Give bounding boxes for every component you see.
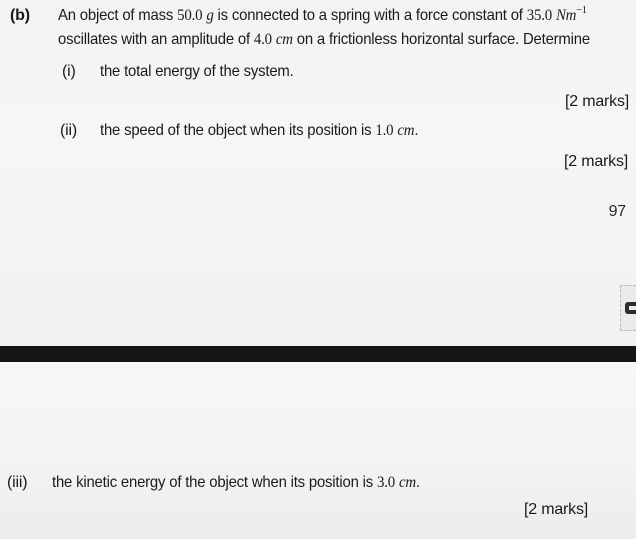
edge-glyph-icon bbox=[625, 302, 636, 314]
part-iii-marks: [2 marks] bbox=[524, 501, 588, 518]
question-b-label: (b) bbox=[10, 7, 30, 24]
part-ii-position-value: 1.0 bbox=[375, 122, 394, 139]
part-iii-text bbox=[52, 473, 420, 493]
part-iii-text-start: the kinetic energy of the object when its position is bbox=[52, 474, 377, 491]
page-number: 97 bbox=[608, 203, 626, 220]
part-ii-label: (ii) bbox=[60, 122, 77, 139]
question-b-line-1-start: An object of mass bbox=[58, 7, 178, 24]
page-edge-tab-icon bbox=[620, 285, 636, 331]
question-b-line-2-end: on a frictionless horizontal surface. Determine bbox=[292, 31, 590, 48]
mass-unit: g bbox=[206, 7, 214, 24]
spring-constant-exponent: −1 bbox=[576, 4, 587, 16]
part-ii-text bbox=[100, 121, 418, 141]
part-ii-text-start: the speed of the object when its position is bbox=[100, 122, 376, 139]
question-b-line-1 bbox=[58, 6, 587, 26]
part-iii-position-value: 3.0 bbox=[376, 474, 395, 491]
question-b-line-1-mid: is connected to a spring with a force constant of bbox=[213, 7, 527, 24]
part-i-label: (i) bbox=[62, 63, 76, 80]
part-iii-text-end: . bbox=[415, 474, 420, 491]
part-i-marks: [2 marks] bbox=[565, 93, 629, 110]
amplitude-value: 4.0 bbox=[253, 31, 272, 48]
spring-constant-unit: Nm bbox=[555, 7, 577, 24]
spring-constant-value: 35.0 bbox=[526, 7, 552, 24]
page-separator-bar bbox=[0, 346, 636, 362]
mass-value: 50.0 bbox=[177, 7, 203, 24]
part-ii-marks: [2 marks] bbox=[564, 153, 628, 170]
amplitude-unit: cm bbox=[275, 31, 293, 48]
part-ii-position-unit: cm bbox=[397, 122, 415, 139]
question-b-line-2 bbox=[58, 30, 590, 50]
part-i-text: the total energy of the system. bbox=[100, 63, 294, 80]
part-iii-position-unit: cm bbox=[398, 474, 416, 491]
part-iii-label: (iii) bbox=[7, 474, 28, 491]
part-ii-text-end: . bbox=[414, 122, 419, 139]
question-b-line-2-start: oscillates with an amplitude of bbox=[58, 31, 254, 48]
